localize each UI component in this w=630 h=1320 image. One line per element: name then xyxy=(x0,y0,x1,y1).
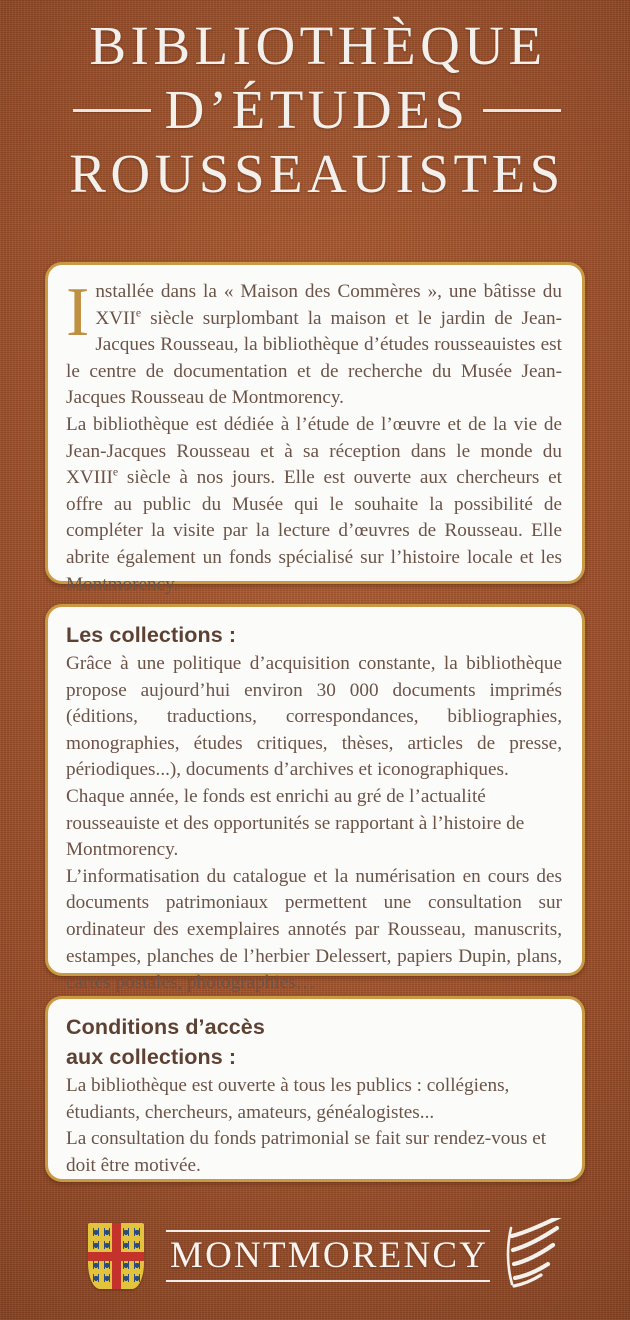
presentation-p2-ordinal: e xyxy=(112,464,119,479)
shield-quadrant-2 xyxy=(120,1225,142,1252)
card-collections xyxy=(45,604,585,994)
presentation-p1-a: nstallée dans la « Maison des Commères », une bâtisse du XVII xyxy=(95,281,562,329)
alerion-icon xyxy=(133,1274,141,1282)
collections-paragraph-3: L’informatisation du catalogue et la numérisation en cours des documents patrimoniaux permettent une consultation sur ordinateur des exemplaires annotés par Rousseau, manuscrits, estampes, planches de l’herbier Delessert, papiers Dupin, plans, cartes postales, photographies… xyxy=(66,865,562,994)
alerion-icon xyxy=(122,1241,130,1249)
card-presentation xyxy=(45,262,585,595)
presentation-p2-a: La bibliothèque est dédiée à l’étude de l’œuvre et de la vie de Jean-Jacques Rousseau et à sa réception dans le monde du XVIII xyxy=(66,413,562,489)
title-line-bibliotheque: BIBLIOTHÈQUE xyxy=(89,15,547,76)
card-conditions xyxy=(45,996,585,1182)
collections-paragraph-1: Grâce à une politique d’acquisition constante, la bibliothèque propose aujourd’hui environ 30 000 documents imprimés (éditions, traductions, correspondances, bibliographies, monographies, études critiques, thèses, articles de presse, périodiques...), documents d’archives et iconographiques. xyxy=(66,653,562,781)
footer xyxy=(0,1205,630,1320)
alerion-icon xyxy=(103,1241,111,1249)
wing-icon xyxy=(504,1218,566,1294)
title-line-rousseauistes: ROUSSEAUISTES xyxy=(69,143,565,204)
wordmark-rule-bottom xyxy=(166,1280,490,1282)
alerion-icon xyxy=(103,1274,111,1282)
conditions-paragraph-1: La bibliothèque est ouverte à tous les publics : collégiens, étudiants, chercheurs, amateurs, généalogistes... xyxy=(66,1075,510,1123)
presentation-p2-b: siècle à nos jours. Elle est ouverte aux chercheurs et offre au public du Musée qui le souhaite la possibilité de compléter la visite par la lecture d’œuvres de Rousseau. Elle abrite également un fonds spécialisé sur l’histoire locale et les Montmorency. xyxy=(66,467,562,595)
collections-heading: Les collections : xyxy=(66,623,237,647)
alerion-icon xyxy=(92,1228,100,1236)
alerion-icon xyxy=(103,1261,111,1269)
alerion-icon xyxy=(133,1241,141,1249)
title-line-detudes-text: D’ÉTUDES xyxy=(164,79,470,140)
alerion-icon xyxy=(92,1241,100,1249)
montmorency-logo xyxy=(88,1217,566,1295)
conditions-heading-line-1: Conditions d’accès xyxy=(66,1015,265,1039)
alerion-icon xyxy=(103,1228,111,1236)
alerion-icon xyxy=(92,1261,100,1269)
masthead xyxy=(0,0,630,252)
title-rule-left-icon xyxy=(73,109,151,112)
coat-of-arms-icon xyxy=(88,1223,144,1289)
conditions-paragraph-2: La consultation du fonds patrimonial se fait sur rendez-vous et doit être motivée. xyxy=(66,1128,547,1176)
alerion-icon xyxy=(122,1228,130,1236)
alerion-icon xyxy=(133,1261,141,1269)
presentation-p1-b: siècle surplombant la maison et le jardin de Jean-Jacques Rousseau, la bibliothèque d’études rousseauistes est le centre de documentation et de recherche du Musée Jean-Jacques Rousseau de Montmorency. xyxy=(66,307,562,409)
wordmark-text: MONTMORENCY xyxy=(170,1235,489,1276)
alerion-icon xyxy=(122,1274,130,1282)
collections-paragraph-2: Chaque année, le fonds est enrichi au gré de l’actualité rousseauiste et des opportunités se rapportant à l’histoire de Montmorency. xyxy=(66,785,525,861)
presentation-paragraph-2 xyxy=(66,412,562,598)
alerion-icon xyxy=(92,1274,100,1282)
conditions-heading-line-2: aux collections : xyxy=(66,1045,237,1069)
title-line-detudes xyxy=(22,78,608,142)
alerion-icon xyxy=(122,1261,130,1269)
dropcap-letter: I xyxy=(66,274,90,351)
shield-quadrant-1 xyxy=(90,1225,112,1252)
title-rule-right-icon xyxy=(483,109,561,112)
alerion-icon xyxy=(133,1228,141,1236)
presentation-paragraph-1 xyxy=(66,274,562,412)
presentation-p1-ordinal: e xyxy=(135,305,142,320)
montmorency-wordmark xyxy=(158,1230,498,1282)
shield-quadrant-4 xyxy=(120,1258,142,1285)
shield-quadrant-3 xyxy=(90,1258,112,1285)
